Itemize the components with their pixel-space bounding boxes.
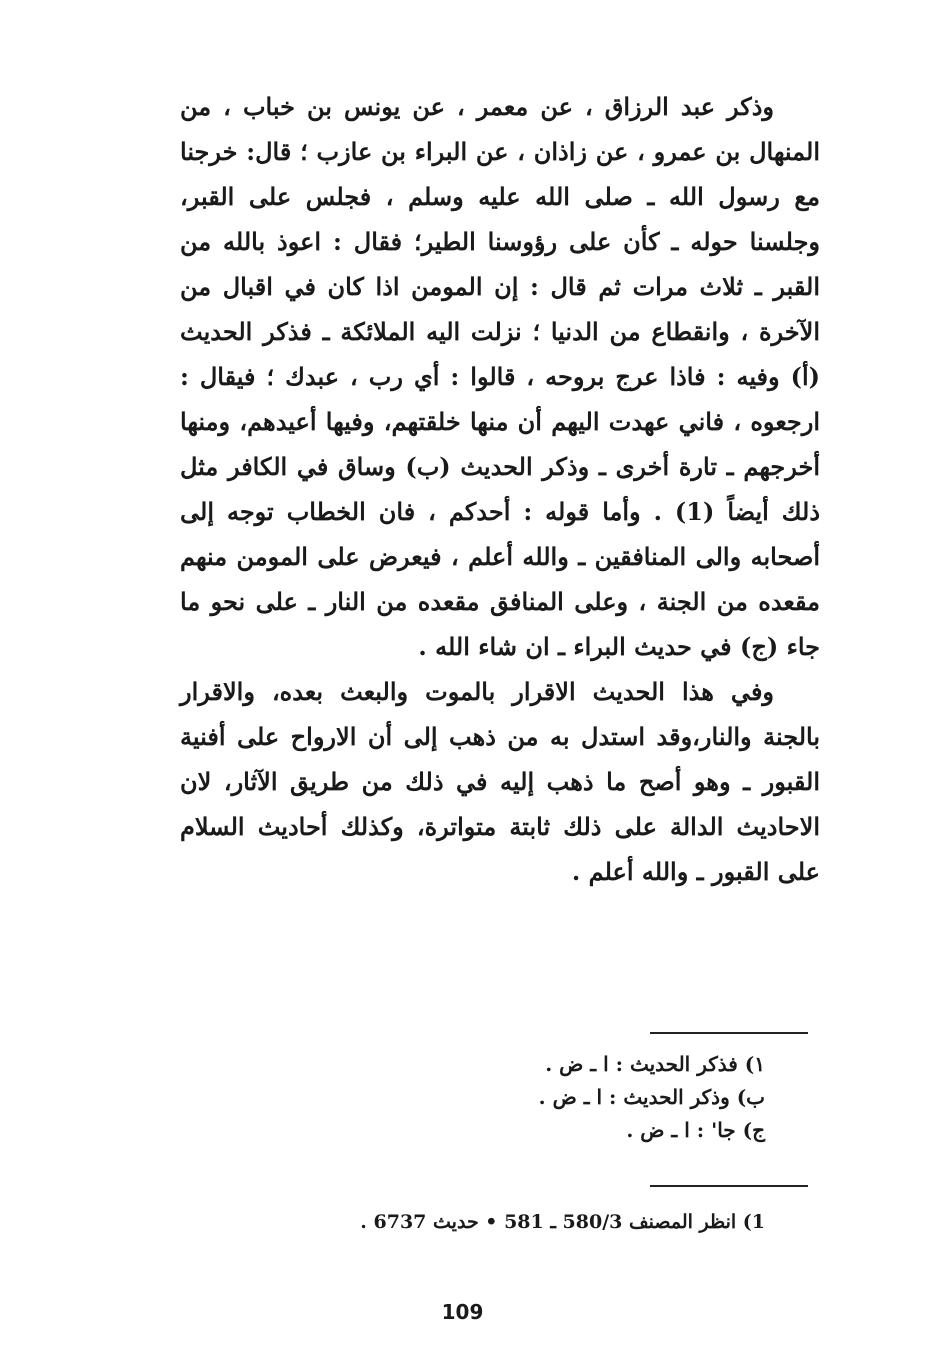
paragraph: وذكر عبد الرزاق ، عن معمر ، عن يونس بن خباب ، من المنهال بن عمرو ، عن زاذان ، عن البراء بن عازب ؛ قال: خرجنا مع رسول الله ـ صلى الله عليه وسلم ، فجلس على القبر، وجلسنا حوله ـ كأن على رؤوسنا الطير؛ فقال : اعوذ بالله من القبر ـ ثلاث مرات ثم قال : إن المومن اذا كان في اقبال من الآخرة ، وانقطاع من الدنيا ؛ نزلت اليه الملائكة ـ فذكر الحديث (أ) وفيه : فاذا عرج بروحه ، قالوا : أي رب ، عبدك ؛ فيقال : ارجعوه ، فاني عهدت اليهم أن منها خلقتهم، وفيها أعيدهم، ومنها أخرجهم ـ تارة أخرى ـ وذكر الحديث (ب) وساق في الكافر مثل ذلك أيضاً (1) . وأما قوله : أحدكم ، فان الخطاب توجه إلى أصحابه والى المنافقين ـ والله أعلم ، فيعرض على المومن منهم مقعده من الجنة ، وعلى المنافق مقعده من النار ـ على نحو ما جاء (ج) في حديث البراء ـ ان شاء الله . bbox=[180, 92, 821, 661]
variant-note: ١) فذكر الحديث : ا ـ ض . bbox=[545, 1052, 765, 1076]
page-number: 109 bbox=[441, 1300, 484, 1324]
variant-note: ب) وذكر الحديث : ا ـ ض . bbox=[538, 1085, 765, 1109]
footnote: 1) انظر المصنف 580/3 ـ 581 • حديث 6737 . bbox=[360, 1211, 765, 1233]
footnote-divider bbox=[650, 1185, 808, 1187]
textual-variants bbox=[539, 1048, 765, 1147]
main-text bbox=[180, 84, 820, 894]
footnote-divider bbox=[650, 1032, 808, 1034]
paragraph: وفي هذا الحديث الاقرار بالموت والبعث بعده، والاقرار بالجنة والنار،وقد استدل به من ذهب إلى أن الارواح على أفنية القبور ـ وهو أصح ما ذهب إليه في ذلك من طريق الآثار، لان الاحاديث الدالة على ذلك ثابتة متواترة، وكذلك أحاديث السلام على القبور ـ والله أعلم . bbox=[180, 677, 820, 886]
footnotes bbox=[360, 1207, 765, 1237]
variant-note: ج) جا' : ا ـ ض . bbox=[626, 1118, 765, 1142]
